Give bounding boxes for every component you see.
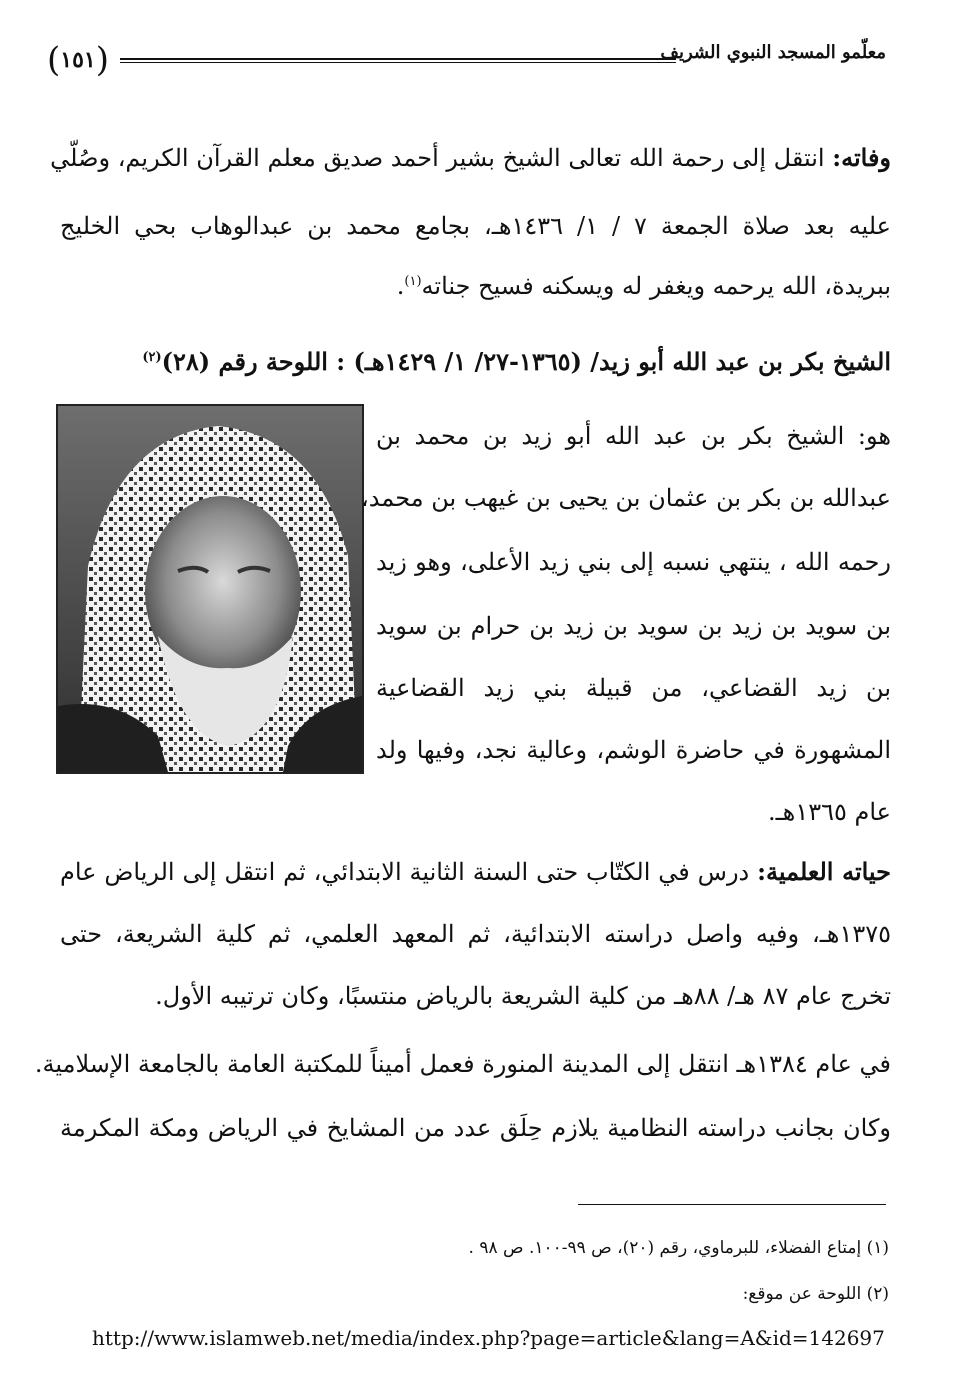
portrait-photo [56, 404, 364, 774]
footnote-ref-2: (٢) [142, 350, 162, 365]
bio-line-3: رحمه الله ، ينتهي نسبه إلى بني زيد الأعلى، وهو زيد [376, 548, 891, 576]
bio-line-5: بن زيد القضاعي، من قبيلة بني زيد القضاعية [376, 674, 891, 702]
bio-line-4: بن سويد بن زيد بن سويد بن زيد بن حرام بن سويد [376, 612, 891, 640]
page-number-frame [36, 42, 120, 78]
bio-line-7: عام ١٣٦٥هـ. [767, 798, 891, 826]
footnote-2: (٢) اللوحة عن موقع: [742, 1284, 889, 1304]
death-label: وفاته: [832, 143, 891, 172]
page-header [24, 34, 886, 90]
bio-line-2: عبدالله بن بكر بن عثمان بن يحيى بن غيهب بن محمد، [361, 484, 891, 512]
death-line-2: عليه بعد صلاة الجمعة ٧ / ١/ ١٤٣٦هـ، بجامع محمد بن عبدالوهاب بحي الخليج [60, 212, 891, 240]
edu-line-5: وكان بجانب دراسته النظامية يلازم حِلَق عدد من المشايخ في الرياض ومكة المكرمة [60, 1114, 891, 1142]
death-line-1: وفاته: انتقل إلى رحمة الله تعالى الشيخ بشير أحمد صديق معلم القرآن الكريم، وصُلّي [50, 143, 891, 172]
bracket-right: ) [95, 40, 109, 80]
footnote-ref-1: (١) [404, 274, 422, 289]
education-label: حياته العلمية: [757, 857, 892, 886]
entry-heading: الشيخ بكر بن عبد الله أبو زيد/ (١٣٦٥-٢٧/ ١/ ١٤٢٩هـ) : اللوحة رقم (٢٨)$^{(٢)}$ [142, 347, 891, 376]
bio-line-1: هو: الشيخ بكر بن عبد الله أبو زيد بن محمد بن [376, 422, 891, 450]
bio-line-6: المشهورة في حاضرة الوشم، وعالية نجد، وفيها ولد [376, 736, 891, 764]
footnote-url: http://www.islamweb.net/media/index.php?page=article&lang=A&id=142697 [92, 1326, 885, 1350]
edu-line-2: ١٣٧٥هـ، وفيه واصل دراسته الابتدائية، ثم المعهد العلمي، ثم كلية الشريعة، حتى [60, 920, 891, 948]
edu-line-3: تخرج عام ٨٧ هـ/ ٨٨هـ من كلية الشريعة بالرياض منتسبًا، وكان ترتيبه الأول. [155, 982, 891, 1010]
page-number: ١٥١ [60, 47, 96, 73]
header-rule [120, 58, 676, 63]
portrait-image [58, 406, 362, 772]
bracket-left: ( [47, 40, 61, 80]
footnote-rule [578, 1204, 886, 1205]
running-title: معلّمو المسجد النبوي الشريف [660, 42, 886, 63]
footnote-1: (١) إمتاع الفضلاء، للبرماوي، رقم (٢٠)، ص ٩٩-١٠٠. ص ٩٨ . [468, 1238, 889, 1258]
death-line-3: ببريدة، الله يرحمه ويغفر له ويسكنه فسيح جناته$^{(١)}$. [396, 272, 891, 300]
edu-line-1: حياته العلمية: درس في الكتّاب حتى السنة الثانية الابتدائي، ثم انتقل إلى الرياض عام [60, 857, 892, 886]
edu-line-4: في عام ١٣٨٤هـ انتقل إلى المدينة المنورة فعمل أميناً للمكتبة العامة بالجامعة الإسلامية. [34, 1050, 891, 1078]
